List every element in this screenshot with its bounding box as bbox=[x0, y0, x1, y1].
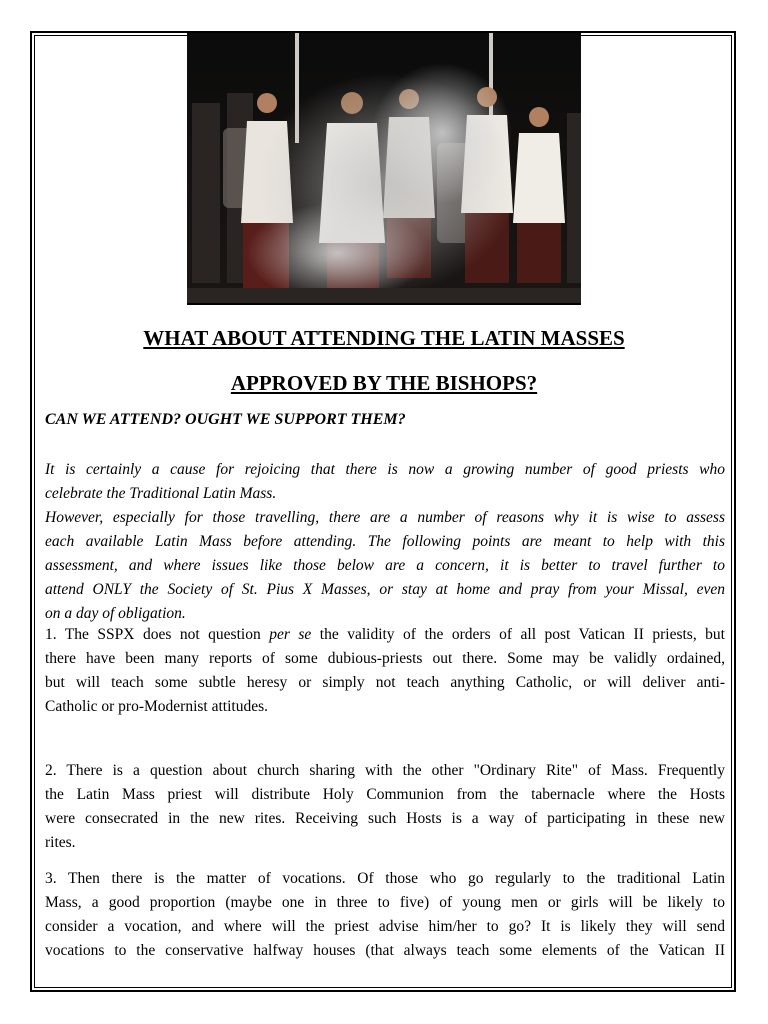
procession-photo bbox=[187, 33, 581, 305]
point-1-line: Catholic or pro-Modernist attitudes. bbox=[45, 698, 268, 715]
point-2-line: 2. There is a question about church sharing with the other "Ordinary Rite" of Mass. Frequently bbox=[45, 762, 725, 779]
intro-line: on a day of obligation. bbox=[45, 605, 186, 622]
section-subtitle: CAN WE ATTEND? OUGHT WE SUPPORT THEM? bbox=[45, 411, 406, 428]
point-3-line: consider a vocation, and where will the priest advise him/her to go? It is likely they will send bbox=[45, 918, 725, 935]
page-title-line-2: APPROVED BY THE BISHOPS? bbox=[230, 371, 538, 395]
intro-paragraph bbox=[45, 458, 725, 626]
point-1-paragraph bbox=[45, 623, 725, 719]
point-3-line: Mass, a good proportion (maybe one in three to five) of young men or girls will be likely to bbox=[45, 894, 725, 911]
intro-line: It is certainly a cause for rejoicing that there is now a growing number of good priests who bbox=[45, 461, 725, 478]
per-se-italic: per se bbox=[269, 626, 312, 643]
point-3-line: vocations to the conservative halfway houses (that always teach some elements of the Vatican II bbox=[45, 942, 725, 959]
point-3-paragraph bbox=[45, 867, 725, 963]
intro-line: However, especially for those travelling, there are a number of reasons why it is wise to assess bbox=[45, 509, 725, 526]
intro-line: each available Latin Mass before attending. The following points are meant to help with this bbox=[45, 533, 725, 550]
intro-line: celebrate the Traditional Latin Mass. bbox=[45, 485, 277, 502]
point-1-line: but will teach some subtle heresy or simply not teach anything Catholic, or will deliver anti- bbox=[45, 674, 725, 691]
point-2-line: were consecrated in the new rites. Receiving such Hosts is a way of participating in these new bbox=[45, 810, 725, 827]
intro-line: attend ONLY the Society of St. Pius X Masses, or stay at home and pray from your Missal, even bbox=[45, 581, 725, 598]
page-title-line-1: WHAT ABOUT ATTENDING THE LATIN MASSES bbox=[143, 326, 625, 350]
point-2-paragraph bbox=[45, 759, 725, 855]
point-1-line: 1. The SSPX does not question per se the validity of the orders of all post Vatican II priests, but bbox=[45, 626, 725, 643]
point-2-line: the Latin Mass priest will distribute Holy Communion from the tabernacle where the Hosts bbox=[45, 786, 725, 803]
intro-line: assessment, and where issues like those below are a concern, it is better to travel further to bbox=[45, 557, 725, 574]
point-2-line: rites. bbox=[45, 834, 76, 851]
point-1-line: there have been many reports of some dubious-priests out there. Some may be validly ordained, bbox=[45, 650, 725, 667]
point-3-line: 3. Then there is the matter of vocations. Of those who go regularly to the traditional Latin bbox=[45, 870, 725, 887]
